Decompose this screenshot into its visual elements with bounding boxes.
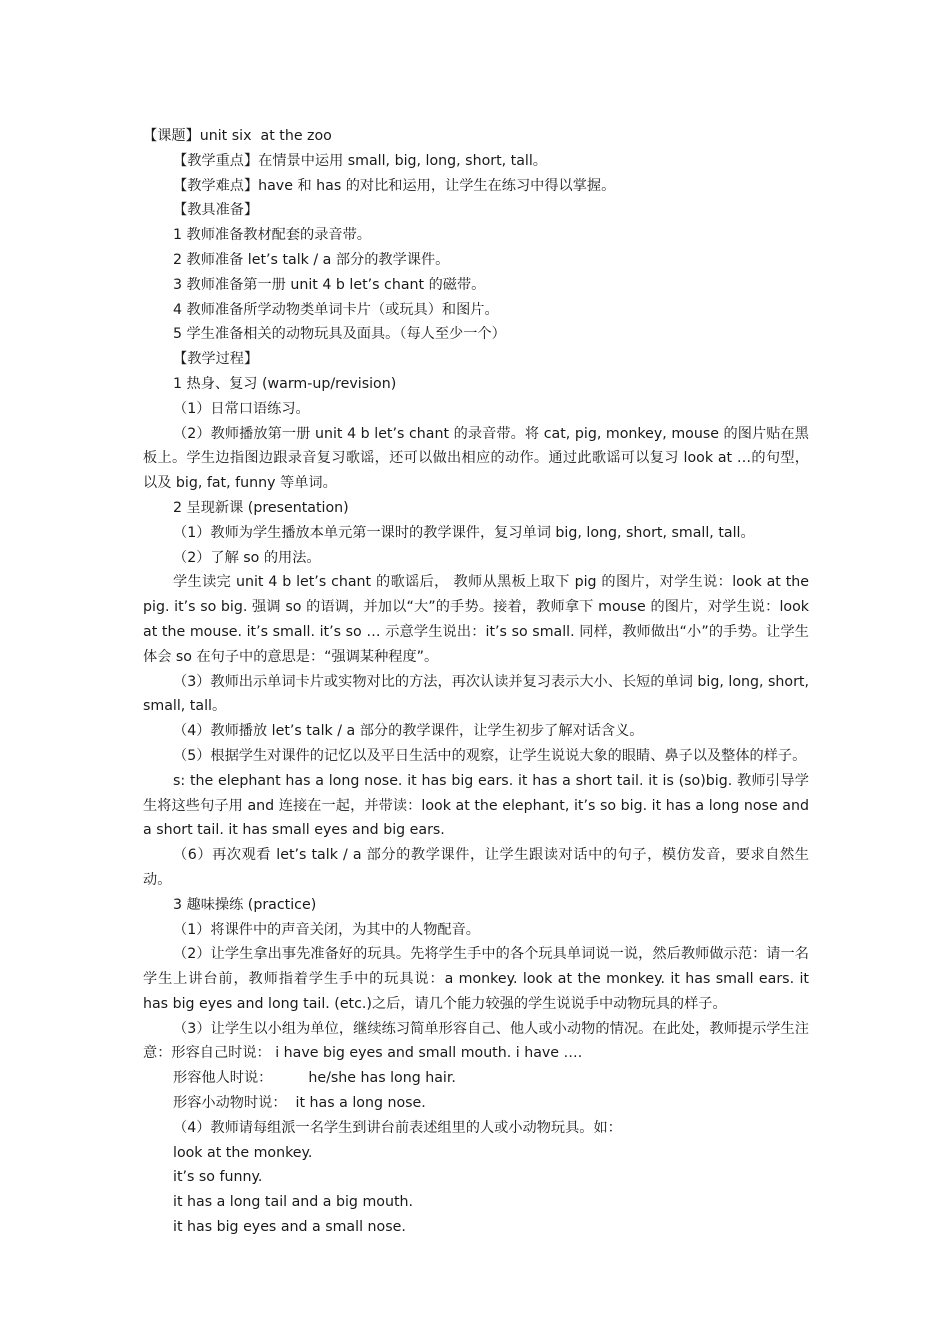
paragraph: 形容小动物时说： it has a long nose. bbox=[173, 1095, 426, 1112]
tool-item: 3 教师准备第一册 unit 4 b let’s chant 的磁带。 bbox=[173, 276, 486, 293]
tool-item: 5 学生准备相关的动物玩具及面具。（每人至少一个） bbox=[173, 326, 506, 343]
paragraph: 形容他人时说： he/she has long hair. bbox=[173, 1070, 456, 1087]
tools-heading: 【教具准备】 bbox=[173, 202, 259, 219]
section-heading-presentation: 2 呈现新课 (presentation) bbox=[173, 499, 349, 516]
paragraph: （2）了解 so 的用法。 bbox=[173, 549, 321, 566]
lesson-title: 【课题】unit six at the zoo bbox=[143, 128, 332, 144]
section-heading-warmup: 1 热身、复习 (warm-up/revision) bbox=[173, 375, 397, 392]
tool-item: 4 教师准备所学动物类单词卡片（或玩具）和图片。 bbox=[173, 301, 499, 318]
paragraph: （1）教师为学生播放本单元第一课时的教学课件，复习单词 big, long, short, small, tall。 bbox=[173, 524, 755, 541]
tool-item: 2 教师准备 let’s talk / a 部分的教学课件。 bbox=[173, 251, 450, 268]
paragraph: （6）再次观看 let’s talk / a 部分的教学课件，让学生跟读对话中的句子，模仿发音，要求自然生动。 bbox=[143, 847, 809, 888]
example-line: it’s so funny. bbox=[173, 1169, 263, 1186]
example-line: it has big eyes and a small nose. bbox=[173, 1219, 406, 1236]
paragraph: （3）让学生以小组为单位，继续练习简单形容自己、他人或小动物的情况。在此处，教师提示学生注意：形容自己时说： i have big eyes and small mouth. i have …. bbox=[143, 1020, 809, 1062]
section-heading-practice: 3 趣味操练 (practice) bbox=[173, 896, 317, 913]
paragraph: （5）根据学生对课件的记忆以及平日生活中的观察，让学生说说大象的眼睛、鼻子以及整体的样子。 bbox=[173, 747, 807, 764]
paragraph: （1）日常口语练习。 bbox=[173, 400, 310, 417]
paragraph: （4）教师请每组派一名学生到讲台前表述组里的人或小动物玩具。如： bbox=[173, 1119, 622, 1136]
teaching-focus: 【教学重点】在情景中运用 small, big, long, short, tall。 bbox=[173, 152, 547, 169]
paragraph: s: the elephant has a long nose. it has big ears. it has a short tail. it is (so)big. 教师引导学生将这些句子用 and 连接在一起，并带读：look at the elephant, it’s so big. it has a long nose and a short tail. it has small eyes and big ears. bbox=[143, 772, 809, 839]
example-line: it has a long tail and a big mouth. bbox=[173, 1194, 414, 1211]
paragraph: （2）教师播放第一册 unit 4 b let’s chant 的录音带。将 cat, pig, monkey, mouse 的图片贴在黑板上。学生边指图边跟录音复习歌谣，还可以做出相应的动作。通过此歌谣可以复习 look at …的句型，以及 big, fat, funny 等单词。 bbox=[143, 425, 809, 492]
paragraph: （4）教师播放 let’s talk / a 部分的教学课件，让学生初步了解对话含义。 bbox=[173, 723, 644, 740]
lesson-plan-document bbox=[143, 124, 809, 1240]
tool-item: 1 教师准备教材配套的录音带。 bbox=[173, 227, 371, 244]
teaching-difficulty: 【教学难点】have 和 has 的对比和运用，让学生在练习中得以掌握。 bbox=[173, 177, 616, 194]
example-line: look at the monkey. bbox=[173, 1144, 313, 1161]
paragraph: 学生读完 unit 4 b let’s chant 的歌谣后， 教师从黑板上取下 pig 的图片，对学生说：look at the pig. it’s so big. 强调 so 的语调，并加以“大”的手势。接着，教师拿下 mouse 的图片，对学生说：look at the mouse. it’s small. it’s so … 示意学生说出：it’s so small. 同样，教师做出“小”的手势。让学生体会 so 在句子中的意思是：“强调某种程度”。 bbox=[143, 574, 809, 665]
paragraph: （3）教师出示单词卡片或实物对比的方法，再次认读并复习表示大小、长短的单词 big, long, short, small, tall。 bbox=[143, 673, 809, 715]
paragraph: （2）让学生拿出事先准备好的玩具。先将学生手中的各个玩具单词说一说，然后教师做示范：请一名学生上讲台前，教师指着学生手中的玩具说：a monkey. look at the monkey. it has small ears. it has big eyes and long tail. (etc.)之后，请几个能力较强的学生说说手中动物玩具的样子。 bbox=[143, 946, 809, 1012]
paragraph: （1）将课件中的声音关闭，为其中的人物配音。 bbox=[173, 921, 480, 938]
process-heading: 【教学过程】 bbox=[173, 351, 259, 368]
